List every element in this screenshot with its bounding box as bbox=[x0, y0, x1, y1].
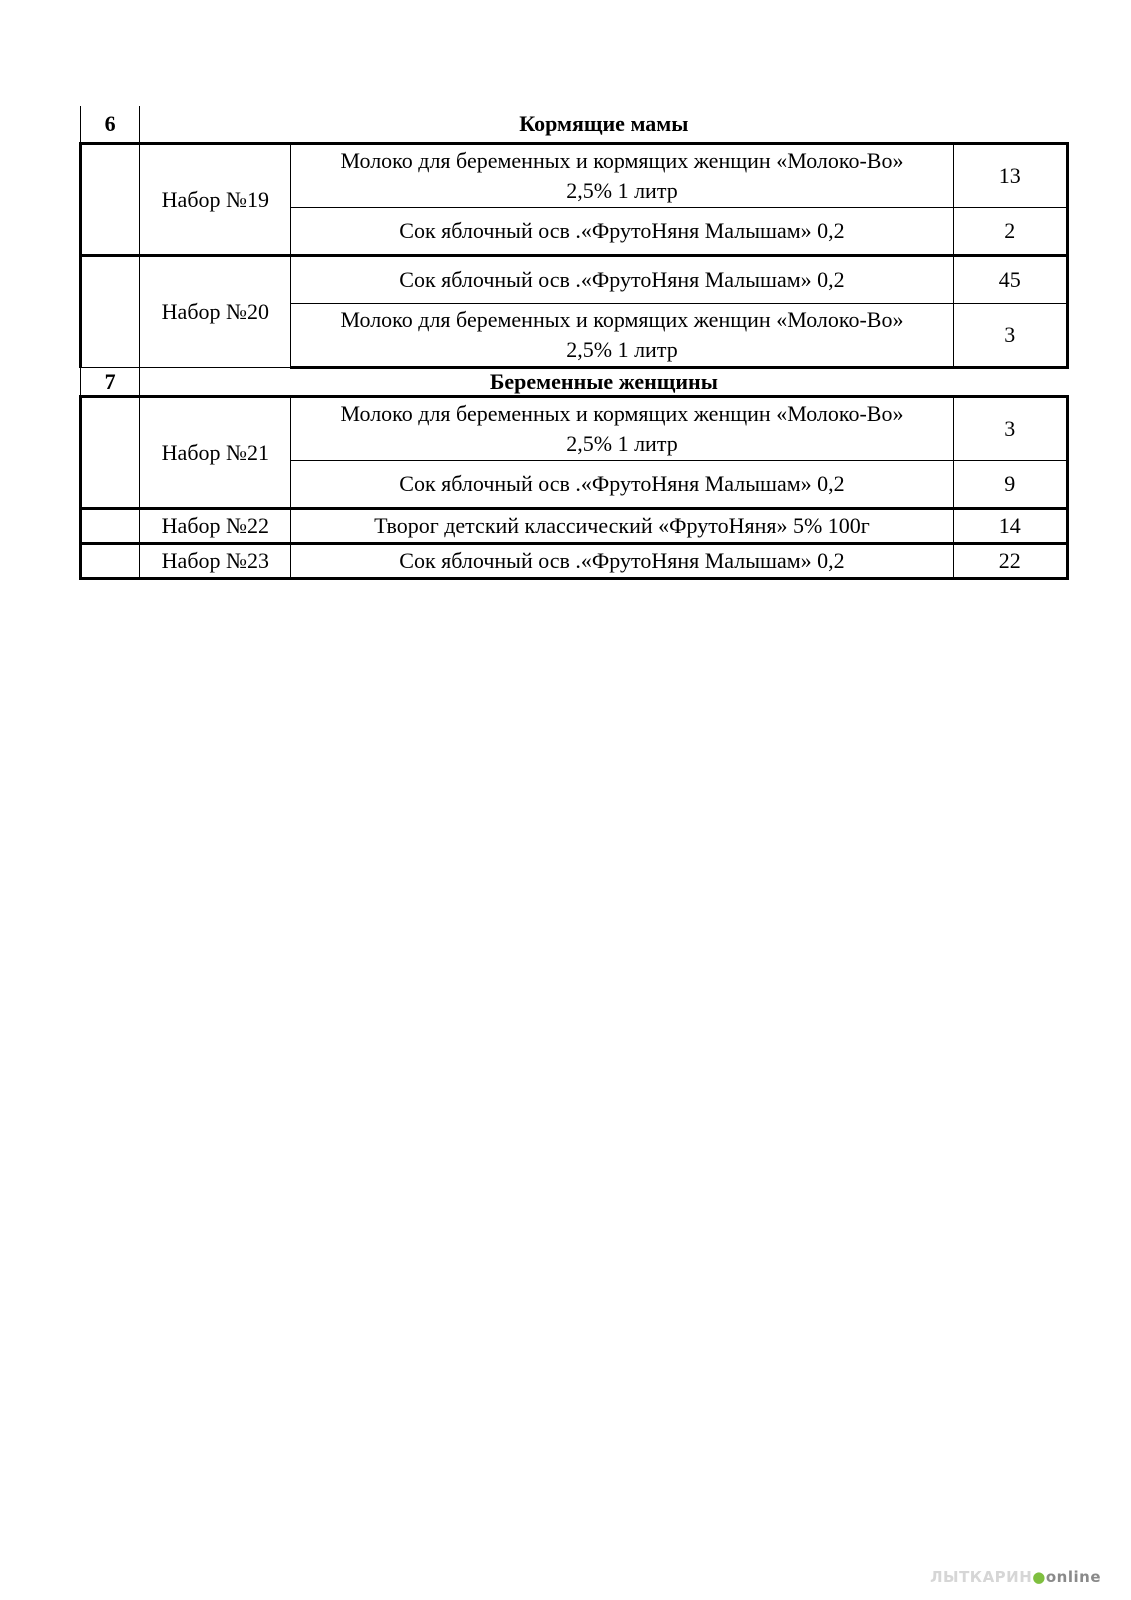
product-line: 2,5% 1 литр bbox=[566, 178, 678, 203]
product-cell: Сок яблочный осв .«ФрутоНяня Малышам» 0,2 bbox=[291, 461, 953, 509]
empty-number-cell bbox=[81, 397, 140, 509]
section-title: Беременные женщины bbox=[140, 368, 1068, 397]
table-row bbox=[81, 544, 1068, 579]
product-cell bbox=[291, 304, 953, 368]
product-cell bbox=[291, 144, 953, 208]
empty-number-cell bbox=[81, 144, 140, 256]
quantity-cell: 3 bbox=[953, 397, 1067, 461]
quantity-cell: 13 bbox=[953, 144, 1067, 208]
empty-number-cell bbox=[81, 544, 140, 579]
kits-table bbox=[79, 106, 1069, 580]
product-line: 2,5% 1 литр bbox=[566, 337, 678, 362]
section-header-row bbox=[81, 106, 1068, 144]
kit-name: Набор №21 bbox=[140, 397, 291, 509]
quantity-cell: 22 bbox=[953, 544, 1067, 579]
product-line: 2,5% 1 литр bbox=[566, 431, 678, 456]
kit-name: Набор №19 bbox=[140, 144, 291, 256]
product-line: Молоко для беременных и кормящих женщин «Молоко-Во» bbox=[340, 148, 904, 173]
empty-number-cell bbox=[81, 256, 140, 368]
section-number: 7 bbox=[81, 368, 140, 397]
product-line: Молоко для беременных и кормящих женщин «Молоко-Во» bbox=[340, 401, 904, 426]
section-number: 6 bbox=[81, 106, 140, 144]
table-row bbox=[81, 509, 1068, 544]
quantity-cell: 14 bbox=[953, 509, 1067, 544]
quantity-cell: 9 bbox=[953, 461, 1067, 509]
quantity-cell: 2 bbox=[953, 208, 1067, 256]
site-watermark bbox=[930, 1568, 1101, 1586]
table-row bbox=[81, 256, 1068, 304]
table-row bbox=[81, 397, 1068, 461]
product-cell: Сок яблочный осв .«ФрутоНяня Малышам» 0,2 bbox=[291, 256, 953, 304]
watermark-text: ЛЫТКАРИН bbox=[930, 1568, 1033, 1586]
table-row bbox=[81, 144, 1068, 208]
product-line: Молоко для беременных и кормящих женщин «Молоко-Во» bbox=[340, 307, 904, 332]
kit-name: Набор №20 bbox=[140, 256, 291, 368]
product-cell: Сок яблочный осв .«ФрутоНяня Малышам» 0,2 bbox=[291, 544, 953, 579]
kit-name: Набор №22 bbox=[140, 509, 291, 544]
product-cell bbox=[291, 397, 953, 461]
product-cell: Сок яблочный осв .«ФрутоНяня Малышам» 0,2 bbox=[291, 208, 953, 256]
watermark-dot-icon: ● bbox=[1032, 1568, 1046, 1586]
section-header-row bbox=[81, 368, 1068, 397]
quantity-cell: 3 bbox=[953, 304, 1067, 368]
kit-name: Набор №23 bbox=[140, 544, 291, 579]
quantity-cell: 45 bbox=[953, 256, 1067, 304]
watermark-text: online bbox=[1045, 1568, 1101, 1586]
section-title: Кормящие мамы bbox=[140, 106, 1068, 144]
product-cell: Творог детский классический «ФрутоНяня» 5% 100г bbox=[291, 509, 953, 544]
empty-number-cell bbox=[81, 509, 140, 544]
